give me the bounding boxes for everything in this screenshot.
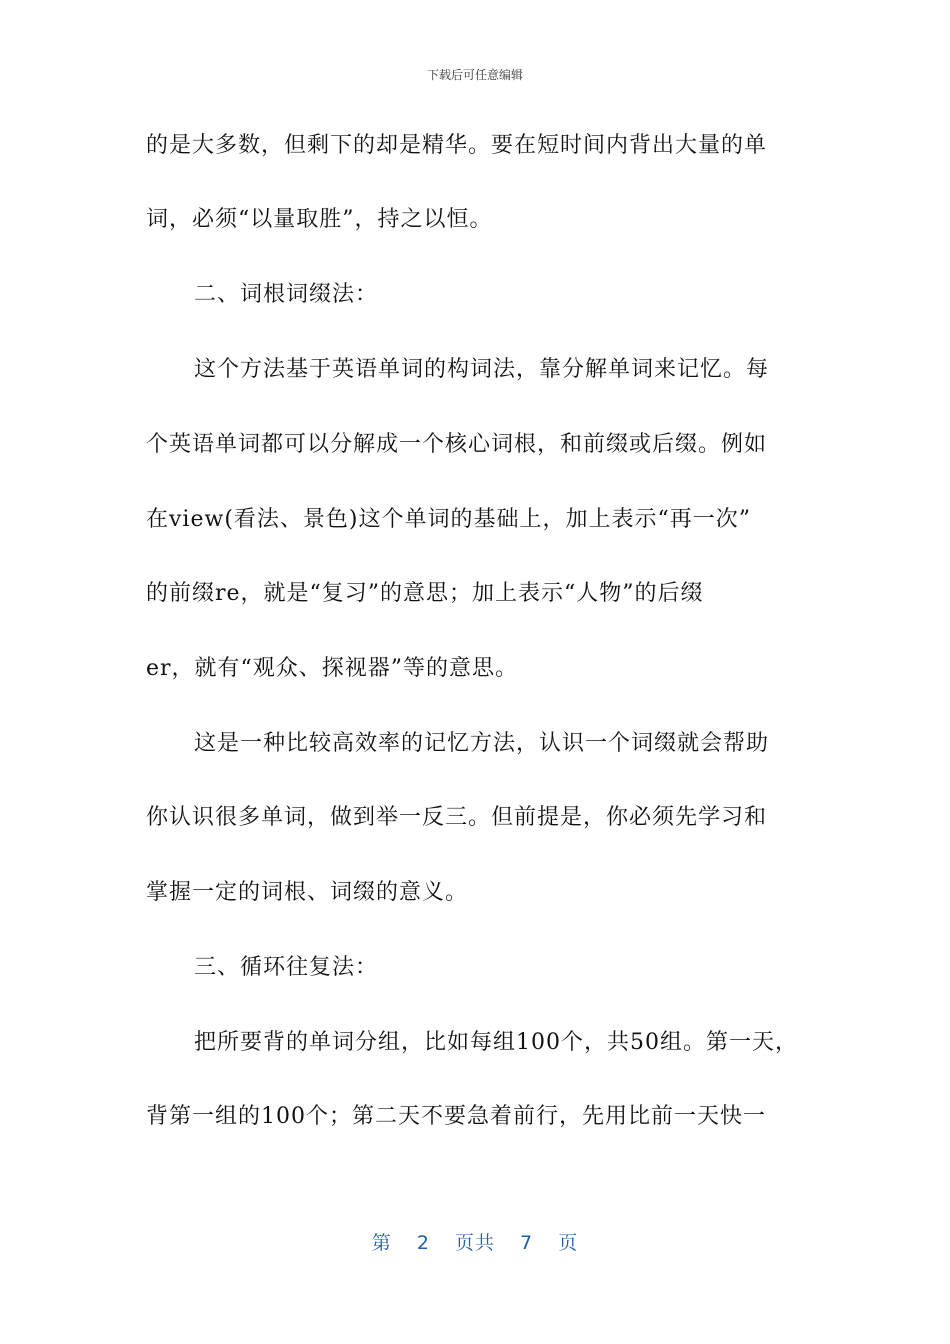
body-line: er，就有“观众、探视器”等的意思。 [146,656,519,681]
page-footer [0,1228,950,1255]
body-line: 掌握一定的词根、词缀的意义。 [146,880,469,905]
body-line: 这是一种比较高效率的记忆方法，认识一个词缀就会帮助 [194,731,770,756]
footer-page-number: 2 [416,1232,430,1254]
page-header: 下载后可任意编辑 [426,68,523,82]
footer-total-pages: 7 [520,1232,534,1254]
body-line: 词，必须“以量取胜”，持之以恒。 [146,207,493,232]
body-line: 在view(看法、景色)这个单词的基础上，加上表示“再一次” [146,507,751,532]
body-line: 这个方法基于英语单词的构词法，靠分解单词来记忆。每 [194,357,770,382]
body-line: 你认识很多单词，做到举一反三。但前提是，你必须先学习和 [146,805,768,830]
footer-middle: 页共 [454,1232,495,1254]
body-line: 的是大多数，但剩下的却是精华。要在短时间内背出大量的单 [146,133,768,158]
body-line: 把所要背的单词分组，比如每组100个，共50组。第一天， [194,1030,798,1055]
body-line: 的前缀re，就是“复习”的意思；加上表示“人物”的后缀 [146,581,704,606]
section-heading: 三、循环往复法： [194,955,379,980]
footer-prefix: 第 [371,1232,392,1254]
body-line: 背第一组的100个；第二天不要急着前行，先用比前一天快一 [146,1104,766,1129]
section-heading: 二、词根词缀法： [194,282,379,307]
footer-suffix: 页 [558,1232,579,1254]
body-line: 个英语单词都可以分解成一个核心词根，和前缀或后缀。例如 [146,432,768,457]
